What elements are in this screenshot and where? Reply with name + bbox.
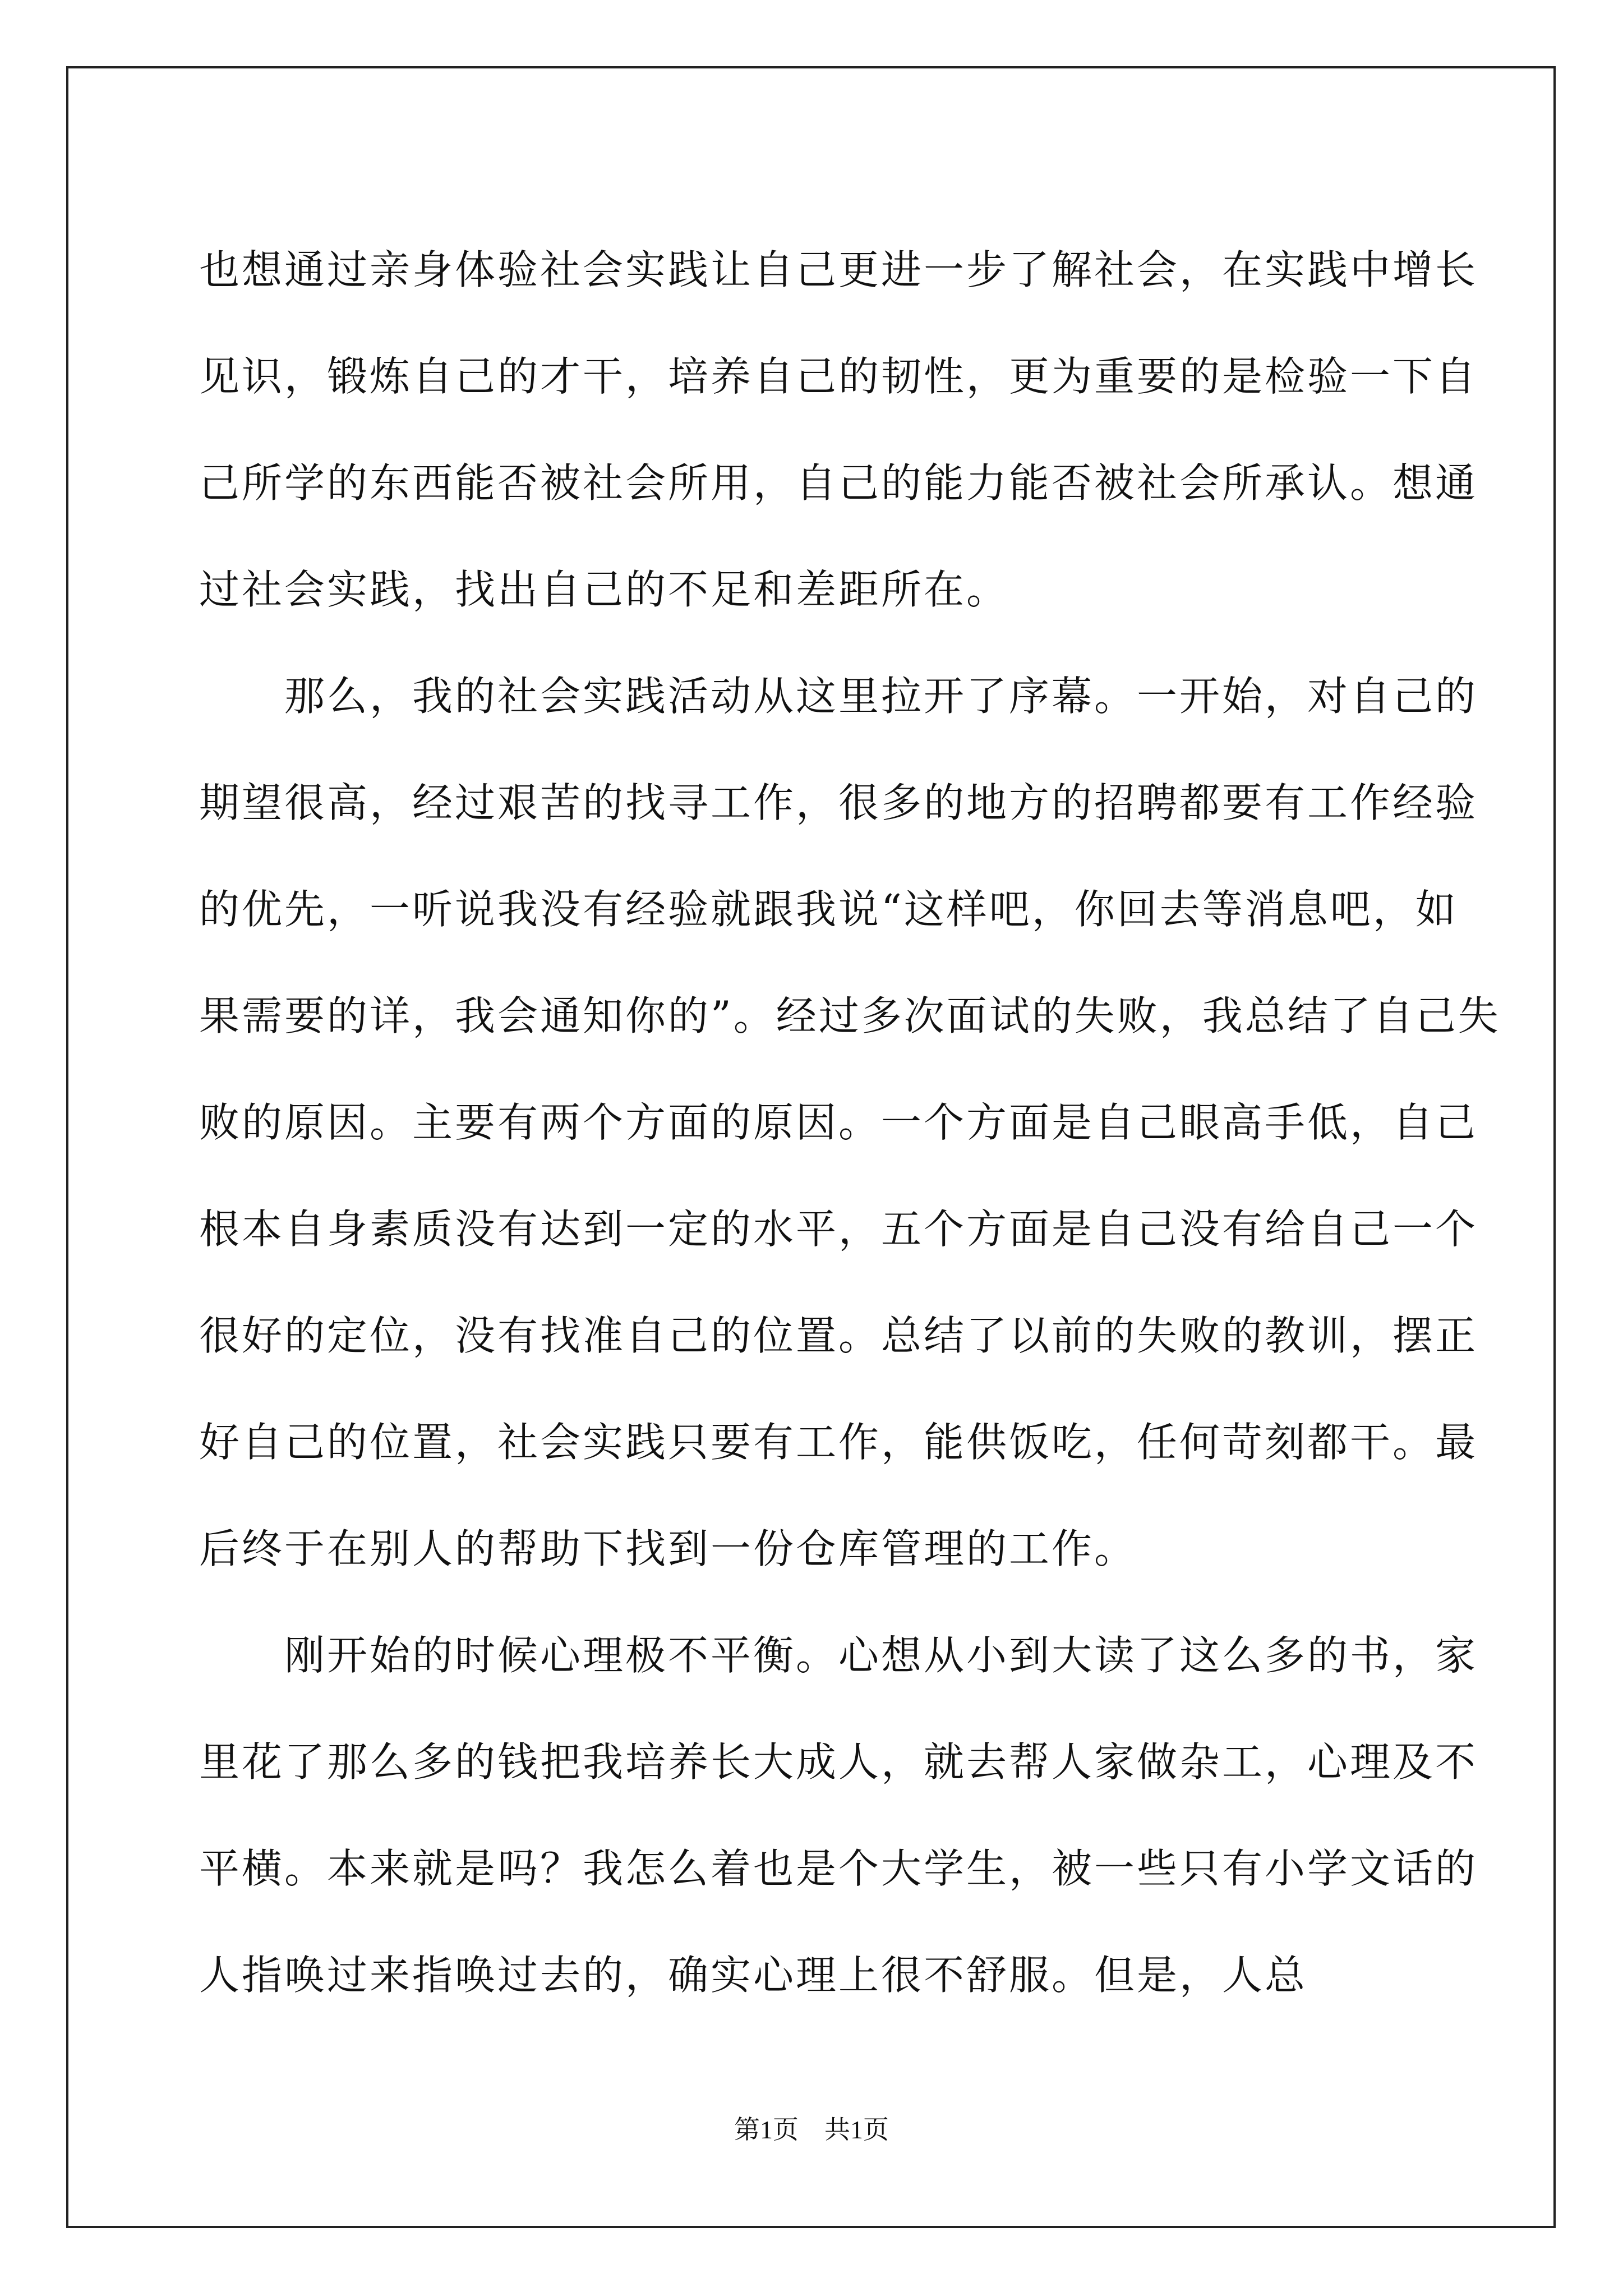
text-line: 过社会实践，找出自己的不足和差距所在。 [199, 566, 1009, 613]
document-body [199, 217, 1501, 2028]
text-line: 人指唤过来指唤过去的，确实心理上很不舒服。但是，人总 [199, 1952, 1308, 1999]
text-line: 根本自身素质没有达到一定的水平，五个方面是自己没有给自己一个 [199, 1205, 1478, 1253]
text-line: 那么，我的社会实践活动从这里拉开了序幕。一开始，对自己的 [199, 673, 1478, 720]
paragraph [199, 217, 1478, 643]
text-line: 期望很高，经过艰苦的找寻工作，很多的地方的招聘都要有工作经验 [199, 779, 1478, 826]
text-line: 后终于在别人的帮助下找到一份仓库管理的工作。 [199, 1525, 1137, 1572]
text-line: 的优先，一听说我没有经验就跟我说“这样吧，你回去等消息吧，如 [199, 886, 1458, 933]
text-line: 见识，锻炼自己的才干，培养自己的韧性，更为重要的是检验一下自 [199, 353, 1478, 400]
text-line: 也想通过亲身体验社会实践让自己更进一步了解社会，在实践中增长 [199, 246, 1478, 293]
paragraph [199, 643, 1501, 1602]
text-line: 败的原因。主要有两个方面的原因。一个方面是自己眼高手低，自己 [199, 1099, 1478, 1146]
text-line: 好自己的位置，社会实践只要有工作，能供饭吃，任何苛刻都干。最 [199, 1419, 1478, 1466]
text-line: 里花了那么多的钱把我培养长大成人，就去帮人家做杂工，心理及不 [199, 1738, 1478, 1786]
page-number-footer: 第1页 共1页 [734, 2115, 889, 2144]
text-line: 很好的定位，没有找准自己的位置。总结了以前的失败的教训，摆正 [199, 1312, 1478, 1359]
text-line: 己所学的东西能否被社会所用，自己的能力能否被社会所承认。想通 [199, 459, 1478, 507]
text-line: 平横。本来就是吗？我怎么着也是个大学生，被一些只有小学文话的 [199, 1845, 1478, 1892]
text-line: 果需要的详，我会通知你的”。经过多次面试的失败，我总结了自己失 [199, 992, 1501, 1039]
text-line: 刚开始的时候心理极不平衡。心想从小到大读了这么多的书，家 [199, 1632, 1478, 1679]
paragraph [199, 1602, 1478, 2028]
